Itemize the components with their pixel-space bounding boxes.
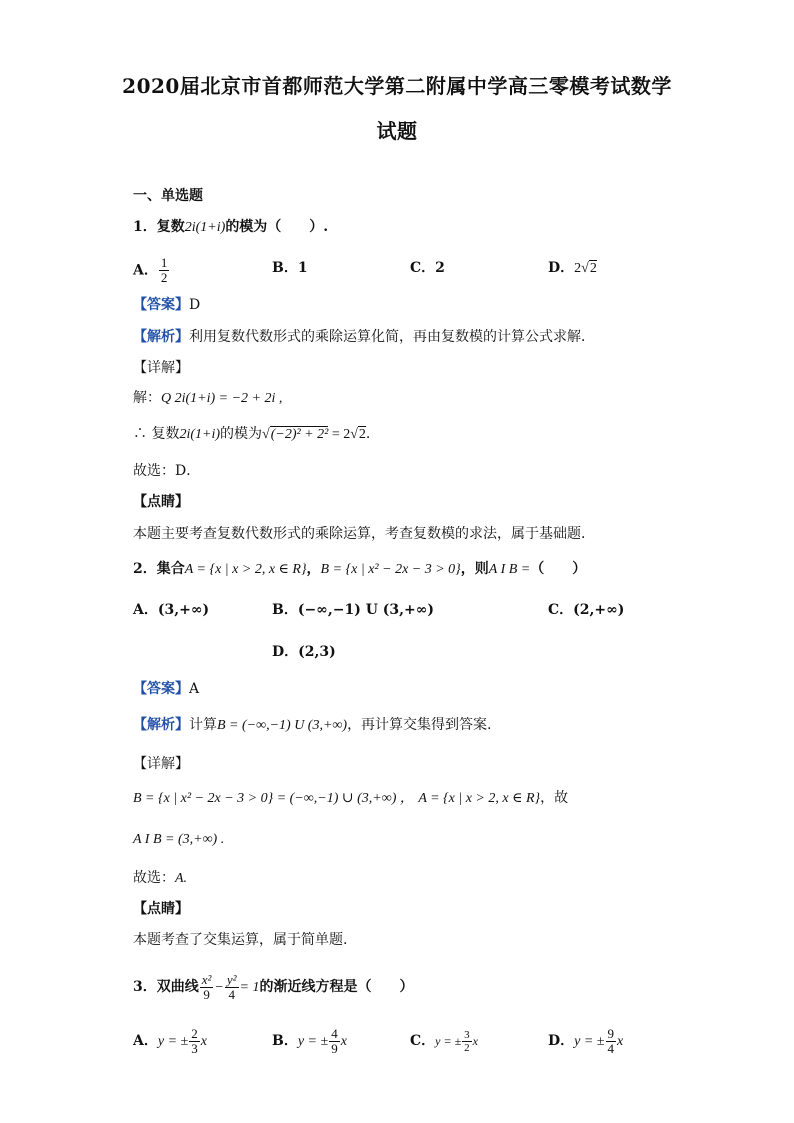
answer-label: 【答案】 bbox=[133, 297, 189, 313]
fraction-denominator: 9 bbox=[331, 1040, 338, 1056]
option-prefix: y = ± bbox=[297, 1034, 329, 1049]
answer-blank: （ ） bbox=[530, 561, 587, 577]
q1-detail-heading: 【详解】 bbox=[133, 360, 189, 376]
analysis-label: 【解析】 bbox=[133, 329, 189, 345]
question-1-expression: 2i(1+i) bbox=[184, 220, 226, 235]
question-2-number: 2．集合 bbox=[133, 561, 185, 577]
q2-option-a: A．(3,+∞) bbox=[133, 602, 210, 618]
fraction-denominator: 4 bbox=[607, 1040, 614, 1056]
analysis-text: 利用复数代数形式的乘除运算化简，再由复数模的计算公式求解． bbox=[189, 329, 595, 345]
option-label: A． bbox=[133, 1033, 158, 1049]
document-title-line2: 试题 bbox=[376, 119, 418, 143]
q3-option-a bbox=[133, 1024, 207, 1059]
fraction-numerator: 4 bbox=[331, 1025, 338, 1041]
q1-option-d bbox=[548, 258, 597, 279]
fraction-numerator: x² bbox=[201, 971, 212, 987]
solution-math: Q 2i(1+i) = −2 + 2i , bbox=[161, 391, 283, 406]
option-fraction bbox=[329, 1027, 340, 1056]
q1-option-a bbox=[133, 256, 170, 285]
option-fraction bbox=[606, 1027, 617, 1056]
q3-option-d bbox=[548, 1024, 623, 1059]
option-prefix: y = ± bbox=[157, 1034, 189, 1049]
question-1 bbox=[133, 217, 328, 238]
comma: ， bbox=[306, 561, 321, 577]
q1-option-b: B．1 bbox=[272, 260, 308, 276]
fraction-numerator: 2 bbox=[191, 1025, 198, 1041]
option-variable: x bbox=[200, 1034, 207, 1049]
solution-middle-text: 的模为 bbox=[220, 426, 263, 442]
analysis-math: B = (−∞,−1) U (3,+∞) bbox=[217, 718, 348, 733]
fraction-denominator: 2 bbox=[464, 1042, 470, 1054]
choose-value: A. bbox=[175, 871, 188, 886]
q2-choose bbox=[133, 868, 187, 889]
q1-solution-step-2: ∴ 复数2i(1+i)的模为√(−2)² + 2² = 2√2. bbox=[133, 426, 371, 442]
option-fraction bbox=[189, 1027, 200, 1056]
q2-analysis bbox=[133, 715, 492, 736]
solution-end: . bbox=[365, 426, 371, 442]
section-heading: 一、单选题 bbox=[133, 188, 203, 204]
detail-math: B = {x | x² − 2x − 3 > 0} = (−∞,−1) ∪ (3,+∞) ， bbox=[133, 791, 414, 806]
question-3-stem: 的渐近线方程是（ ） bbox=[259, 979, 414, 995]
radicand: 2 bbox=[589, 261, 597, 276]
solution-prefix: ∴ 复数 bbox=[133, 426, 180, 442]
detail-suffix: ，故 bbox=[540, 790, 569, 806]
q3-option-b bbox=[272, 1024, 347, 1059]
detail-result: A I B = (3,+∞) . bbox=[133, 832, 225, 847]
answer-value: D bbox=[189, 297, 201, 313]
q1-answer bbox=[133, 295, 200, 315]
option-prefix: y = ± bbox=[574, 1034, 605, 1049]
q1-choose: 故选：D． bbox=[133, 463, 201, 479]
q2-detail-line-2 bbox=[133, 829, 224, 850]
q2-detail-line-1 bbox=[133, 788, 568, 809]
fraction-denominator: 4 bbox=[228, 986, 235, 1002]
solution-equals: = 2 bbox=[331, 427, 351, 442]
fraction-y2-over-4 bbox=[225, 973, 239, 1002]
intersection-expression: A I B = bbox=[488, 562, 531, 577]
option-variable: x bbox=[617, 1034, 624, 1049]
q1-analysis bbox=[133, 327, 595, 347]
q1-option-a-fraction bbox=[159, 256, 170, 285]
option-variable: x bbox=[340, 1034, 347, 1049]
solution-radicand: (−2)² + 2² bbox=[270, 427, 329, 442]
answer-label: 【答案】 bbox=[133, 681, 189, 697]
analysis-suffix: ，再计算交集得到答案. bbox=[347, 717, 492, 733]
question-2 bbox=[133, 559, 586, 580]
minus-sign: − bbox=[214, 980, 224, 995]
q1-comment: 本题主要考查复数代数形式的乘除运算，考查复数模的求法，属于基础题． bbox=[133, 526, 595, 542]
option-label: C． bbox=[410, 1033, 436, 1049]
question-3 bbox=[133, 970, 414, 1005]
coefficient: 2 bbox=[574, 261, 582, 276]
q2-detail-heading: 【详解】 bbox=[133, 756, 189, 772]
solution-radicand-2: 2 bbox=[358, 427, 366, 442]
set-a: A = {x | x > 2, x ∈ R} bbox=[184, 562, 307, 577]
q3-option-c bbox=[410, 1024, 478, 1058]
option-label: D． bbox=[548, 1033, 575, 1049]
question-1-stem: 的模为（ ）. bbox=[225, 219, 329, 235]
question-2-connector: ，则 bbox=[460, 561, 489, 577]
document-title: 2020届北京市首都师范大学第二附属中学高三零模考试数学 bbox=[122, 74, 672, 98]
q1-option-c: C．2 bbox=[410, 260, 445, 276]
q1-solution-step-1 bbox=[133, 388, 282, 409]
analysis-label: 【解析】 bbox=[133, 717, 189, 733]
fraction-numerator: 3 bbox=[464, 1029, 470, 1041]
option-label: B． bbox=[272, 1033, 298, 1049]
q1-option-a-label: A． bbox=[133, 262, 158, 279]
analysis-prefix: 计算 bbox=[189, 717, 217, 733]
fraction-numerator: y² bbox=[226, 971, 237, 987]
q1-comment-heading: 【点睛】 bbox=[133, 494, 189, 510]
answer-value: A bbox=[189, 681, 200, 697]
fraction-x2-over-9 bbox=[200, 973, 214, 1002]
fraction-denominator: 2 bbox=[160, 270, 168, 285]
option-variable: x bbox=[472, 1034, 478, 1048]
q2-option-d: D．(2,3) bbox=[272, 644, 336, 660]
set-b: B = {x | x² − 2x − 3 > 0} bbox=[320, 562, 461, 577]
solution-expression: 2i(1+i) bbox=[179, 427, 221, 442]
option-prefix: y = ± bbox=[435, 1034, 462, 1048]
q1-option-d-label: D． bbox=[548, 260, 575, 276]
q1-option-d-value: 2√2 bbox=[574, 261, 597, 276]
question-1-number: 1．复数 bbox=[133, 219, 185, 235]
q2-comment: 本题考查了交集运算，属于简单题. bbox=[133, 932, 348, 948]
q2-option-b: B．(−∞,−1) U (3,+∞) bbox=[272, 602, 435, 618]
fraction-denominator: 9 bbox=[203, 986, 210, 1002]
choose-prefix: 故选： bbox=[133, 870, 175, 886]
fraction-numerator: 1 bbox=[160, 255, 168, 270]
q2-option-c: C．(2,+∞) bbox=[548, 602, 625, 618]
q2-comment-heading: 【点睛】 bbox=[133, 901, 189, 917]
detail-math-2: A = {x | x > 2, x ∈ R} bbox=[418, 791, 541, 806]
q2-answer bbox=[133, 679, 199, 699]
equals-one: = 1 bbox=[239, 980, 260, 995]
solution-prefix: 解： bbox=[133, 390, 161, 406]
fraction-denominator: 3 bbox=[191, 1040, 198, 1056]
fraction-numerator: 9 bbox=[607, 1025, 614, 1041]
question-3-number: 3．双曲线 bbox=[133, 979, 199, 995]
option-fraction bbox=[462, 1029, 472, 1054]
